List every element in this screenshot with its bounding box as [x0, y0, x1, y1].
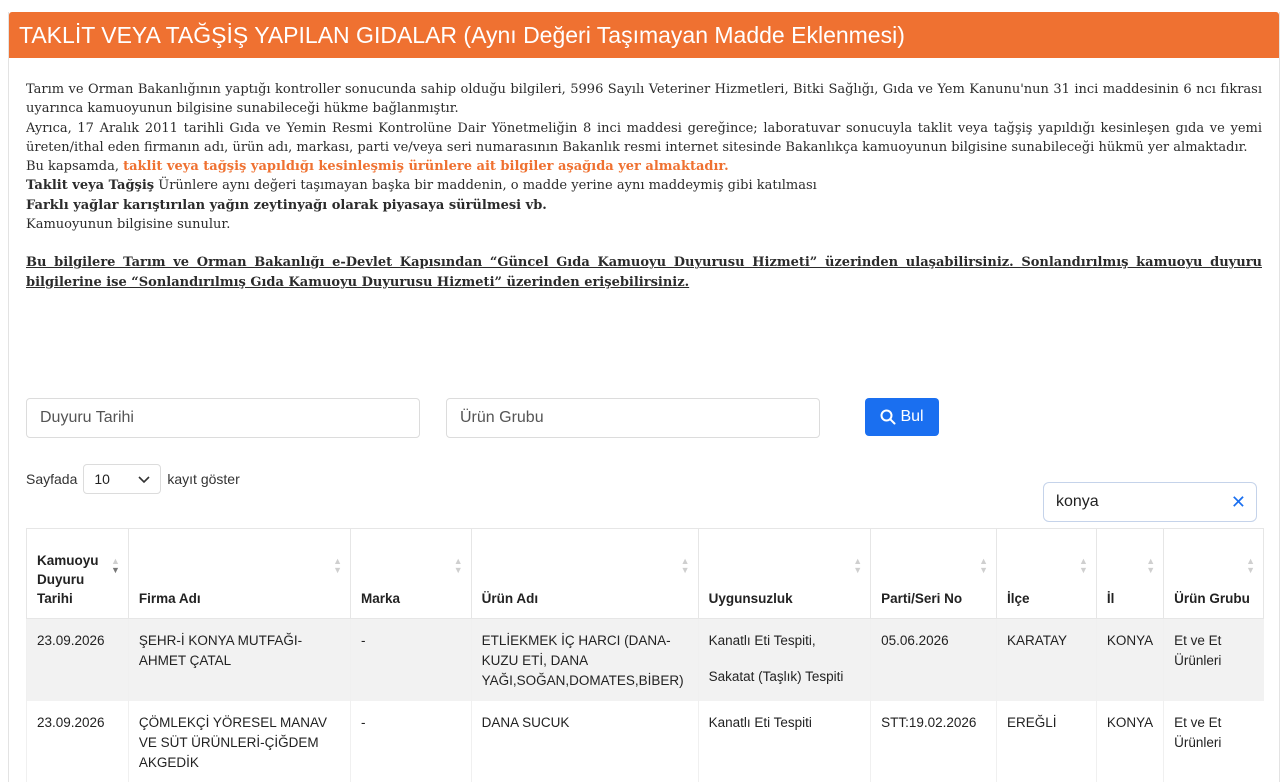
- table-search-input[interactable]: [1043, 482, 1257, 522]
- intro-p3-highlight: taklit veya tağşiş yapıldığı kesinleşmiş ürünlere ait bilgiler aşağıda yer almaktadır.: [123, 159, 729, 175]
- search-icon: [880, 409, 896, 425]
- sort-icon: ▲ ▼: [979, 556, 989, 575]
- table-search-value: konya: [1056, 493, 1099, 510]
- chevron-down-icon: [138, 471, 150, 487]
- intro-p4-rest: Ürünlere aynı değeri taşımayan başka bir maddenin, o madde yerine aynı maddeymiş gibi katılması: [154, 178, 817, 194]
- intro-text: [9, 58, 1279, 292]
- intro-p4-bold: Taklit veya Tağşiş: [26, 178, 155, 194]
- cell-date: 23.09.2026: [27, 701, 129, 782]
- col-header-date[interactable]: Kamuoyu Duyuru Tarihi ▲ ▼: [27, 529, 129, 619]
- table-row: [27, 619, 1264, 702]
- cell-district: EREĞLİ: [997, 701, 1097, 782]
- cell-city: KONYA: [1096, 701, 1163, 782]
- col-header-city[interactable]: İl ▲ ▼: [1096, 529, 1163, 619]
- cell-lot: 05.06.2026: [871, 619, 997, 702]
- results-table: [26, 528, 1264, 782]
- col-header-lot[interactable]: Parti/Seri No ▲ ▼: [871, 529, 997, 619]
- intro-paragraph-5: Farklı yağlar karıştırılan yağın zeytinyağı olarak piyasaya sürülmesi vb.: [26, 197, 547, 213]
- table-header-row: [27, 529, 1264, 619]
- col-header-group[interactable]: Ürün Grubu ▲ ▼: [1164, 529, 1264, 619]
- cell-brand: -: [351, 619, 472, 702]
- sort-icon: ▲ ▼: [1246, 556, 1255, 575]
- cell-issue: Kanatlı Eti Tespiti: [698, 701, 871, 782]
- cell-firm: ÇÖMLEKÇİ YÖRESEL MANAV VE SÜT ÜRÜNLERİ-ÇİĞDEM AKGEDİK: [128, 701, 350, 782]
- intro-paragraph-6: Kamuoyunun bilgisine sunulur.: [26, 217, 231, 233]
- sort-icon: ▲ ▼: [853, 556, 863, 575]
- find-button-label: Bul: [900, 408, 924, 425]
- col-header-brand[interactable]: Marka ▲ ▼: [351, 529, 472, 619]
- cell-brand: -: [351, 701, 472, 782]
- page-length-control: [26, 464, 240, 494]
- intro-p3-prefix: Bu kapsamda,: [26, 159, 124, 175]
- cell-lot: STT:19.02.2026: [871, 701, 997, 782]
- cell-group: Et ve Et Ürünleri: [1164, 619, 1264, 702]
- clear-search-icon[interactable]: ✕: [1230, 492, 1246, 512]
- filter-bar: [26, 398, 1266, 438]
- cell-product: DANA SUCUK: [471, 701, 698, 782]
- col-header-firm[interactable]: Firma Adı ▲ ▼: [128, 529, 350, 619]
- col-header-product[interactable]: Ürün Adı ▲ ▼: [471, 529, 698, 619]
- edevlet-notice: Bu bilgilere Tarım ve Orman Bakanlığı e-Devlet Kapısından “Güncel Gıda Kamuoyu Duyurusu Hizmeti” üzerinden ulaşabilirsiniz. Sonlandırılmış kamuoyu duyuru bilgilerine ise “Sonlandırılmış Gıda Kamuoyu Duyurusu Hizmeti” üzerinden erişebilirsiniz.: [26, 255, 1262, 290]
- col-header-issue[interactable]: Uygunsuzluk ▲ ▼: [698, 529, 871, 619]
- sort-icon: ▲ ▼: [1146, 556, 1156, 575]
- sort-icon: ▲ ▼: [453, 556, 463, 575]
- sort-icon: ▲ ▼: [333, 556, 343, 575]
- cell-issue: Kanatlı Eti Tespiti, Sakatat (Taşlık) Tespiti: [698, 619, 871, 702]
- cell-city: KONYA: [1096, 619, 1163, 702]
- results-table-wrap: [26, 528, 1264, 782]
- product-group-input[interactable]: Ürün Grubu: [446, 398, 820, 438]
- page-title: TAKLİT VEYA TAĞŞİŞ YAPILAN GIDALAR (Aynı Değeri Taşımayan Madde Eklenmesi): [9, 12, 1279, 58]
- page-length-suffix: kayıt göster: [167, 471, 240, 487]
- cell-district: KARATAY: [997, 619, 1097, 702]
- page-length-prefix: Sayfada: [26, 471, 78, 487]
- cell-group: Et ve Et Ürünleri: [1164, 701, 1264, 782]
- intro-paragraph-3: [26, 157, 1262, 176]
- find-button[interactable]: [865, 398, 939, 436]
- col-header-district[interactable]: İlçe ▲ ▼: [997, 529, 1097, 619]
- announcement-date-input[interactable]: Duyuru Tarihi: [26, 398, 420, 438]
- page-length-select[interactable]: [83, 464, 161, 494]
- cell-product: ETLİEKMEK İÇ HARCI (DANA-KUZU ETİ, DANA YAĞI,SOĞAN,DOMATES,BİBER): [471, 619, 698, 702]
- sort-desc-icon: ▲ ▼: [110, 556, 120, 575]
- intro-paragraph-2: Ayrıca, 17 Aralık 2011 tarihli Gıda ve Yemin Resmi Kontrolüne Dair Yönetmeliğin 8 inci maddesi gereğince; laboratuvar sonucuyla taklit veya tağşiş yapıldığı kesinleşen gıda ve yemi üreten/ithal eden firmanın adı, ürün adı, markası, parti ve/veya seri numarasının Bakanlık resmi internet sitesinde Bakanlıkça kamuoyunun bilgisine sunabileceği hükmü yer almaktadır.: [26, 120, 1262, 155]
- cell-date: 23.09.2026: [27, 619, 129, 702]
- sort-icon: ▲ ▼: [1078, 556, 1088, 575]
- content-card: [8, 12, 1280, 782]
- table-row: [27, 701, 1264, 782]
- intro-paragraph-4: [26, 176, 1262, 195]
- sort-icon: ▲ ▼: [680, 556, 690, 575]
- cell-firm: ŞEHR-İ KONYA MUTFAĞI-AHMET ÇATAL: [128, 619, 350, 702]
- page-length-value: 10: [94, 471, 110, 487]
- intro-paragraph-1: Tarım ve Orman Bakanlığının yaptığı kontroller sonucunda sahip olduğu bilgileri, 5996 Sayılı Veteriner Hizmetleri, Bitki Sağlığı, Gıda ve Yem Kanunu'nun 31 inci maddesinin 6 ncı fıkrası uyarınca kamuoyunun bilgisine sunabileceği hükme bağlanmıştır.: [26, 82, 1262, 117]
